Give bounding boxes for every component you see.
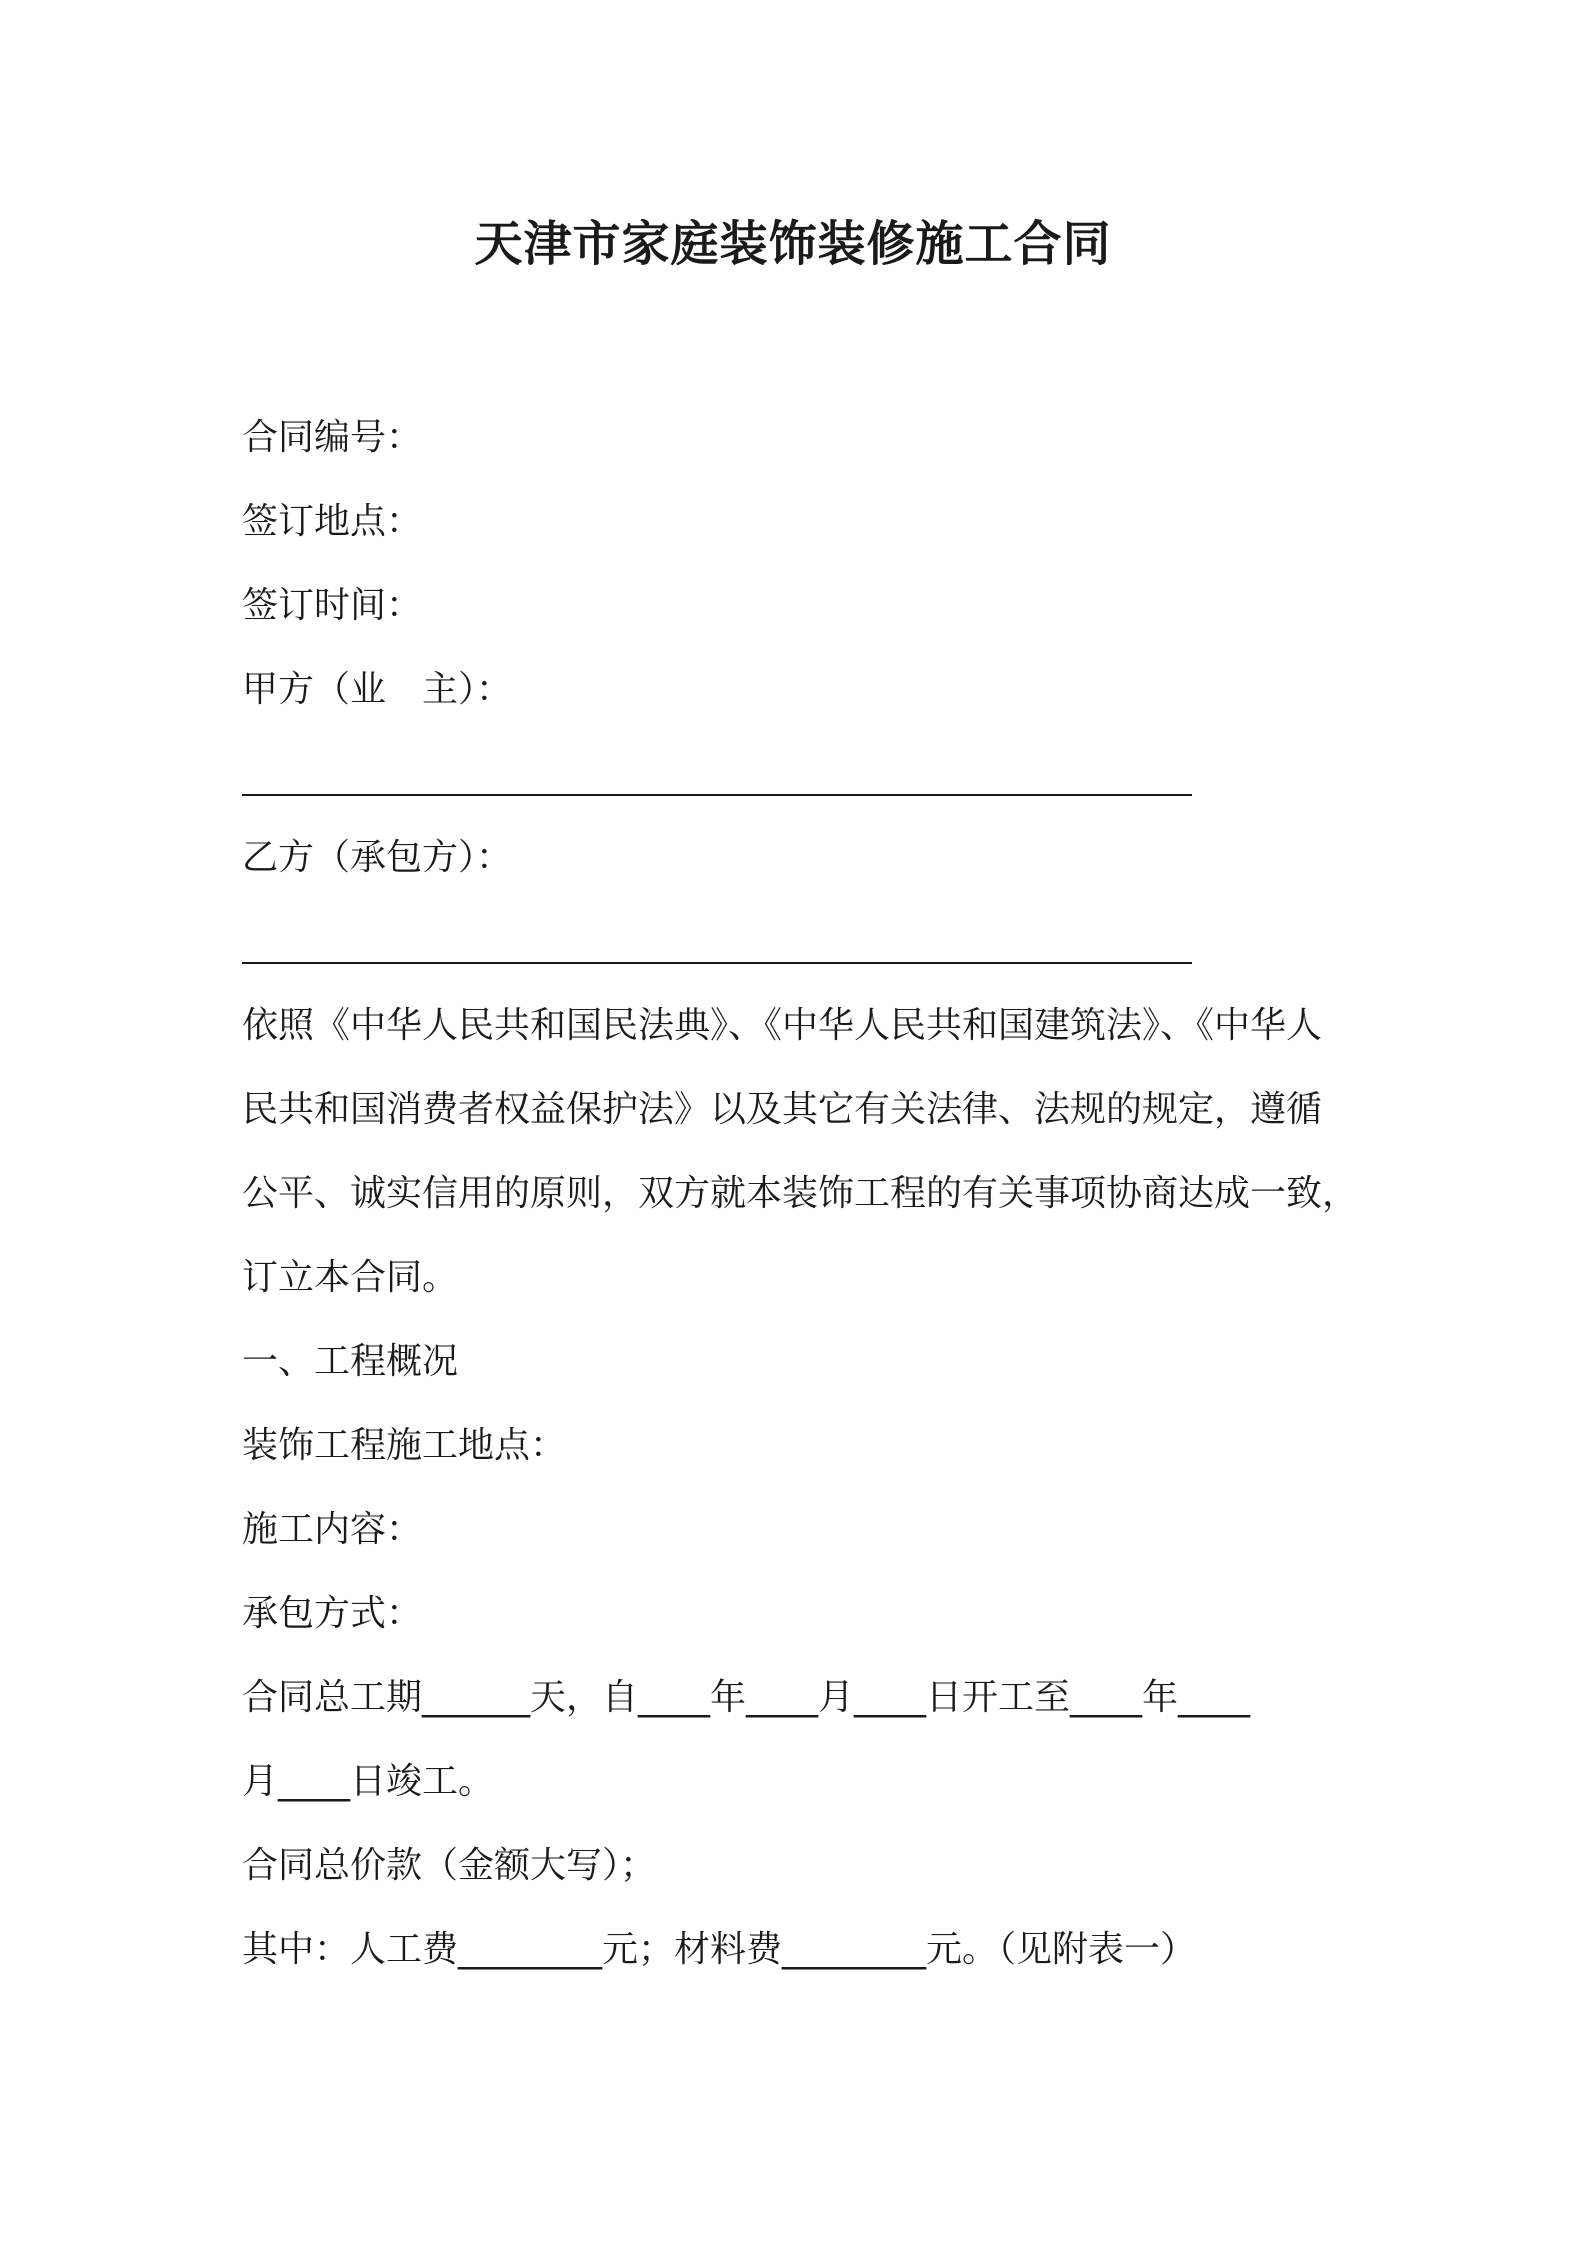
sign-place-label: 签订地点： xyxy=(242,501,423,542)
method-label: 承包方式： xyxy=(242,1593,423,1634)
section-heading: 一、工程概况 xyxy=(242,1341,459,1382)
contract-number-label: 合同编号： xyxy=(242,417,423,458)
document-title: 天津市家庭装饰装修施工合同 xyxy=(474,216,1112,272)
party-b-label: 乙方（承包方）： xyxy=(242,837,513,878)
cost-breakdown-line: 其中：人工费________元；材料费________元。（见附表一） xyxy=(242,1929,1197,1970)
preamble-line: 订立本合同。 xyxy=(242,1257,459,1298)
sign-time-label: 签订时间： xyxy=(242,585,423,626)
preamble-line: 依照《中华人民共和国民法典》、《中华人民共和国建筑法》、《中华人 xyxy=(242,1005,1323,1046)
total-price-label: 合同总价款（金额大写）； xyxy=(242,1845,657,1886)
party-a-label: 甲方（业 主）： xyxy=(242,669,513,710)
site-label: 装饰工程施工地点： xyxy=(242,1425,567,1466)
preamble-line: 公平、诚实信用的原则，双方就本装饰工程的有关事项协商达成一致， xyxy=(242,1173,1359,1214)
period-line: 合同总工期______天，自____年____月____日开工至____年____ xyxy=(242,1677,1251,1718)
party-b-fill-line xyxy=(242,962,1192,964)
party-a-fill-line xyxy=(242,794,1192,796)
content-label: 施工内容： xyxy=(242,1509,423,1550)
preamble-line: 民共和国消费者权益保护法》以及其它有关法律、法规的规定，遵循 xyxy=(242,1089,1323,1130)
period-line: 月____日竣工。 xyxy=(242,1761,495,1802)
